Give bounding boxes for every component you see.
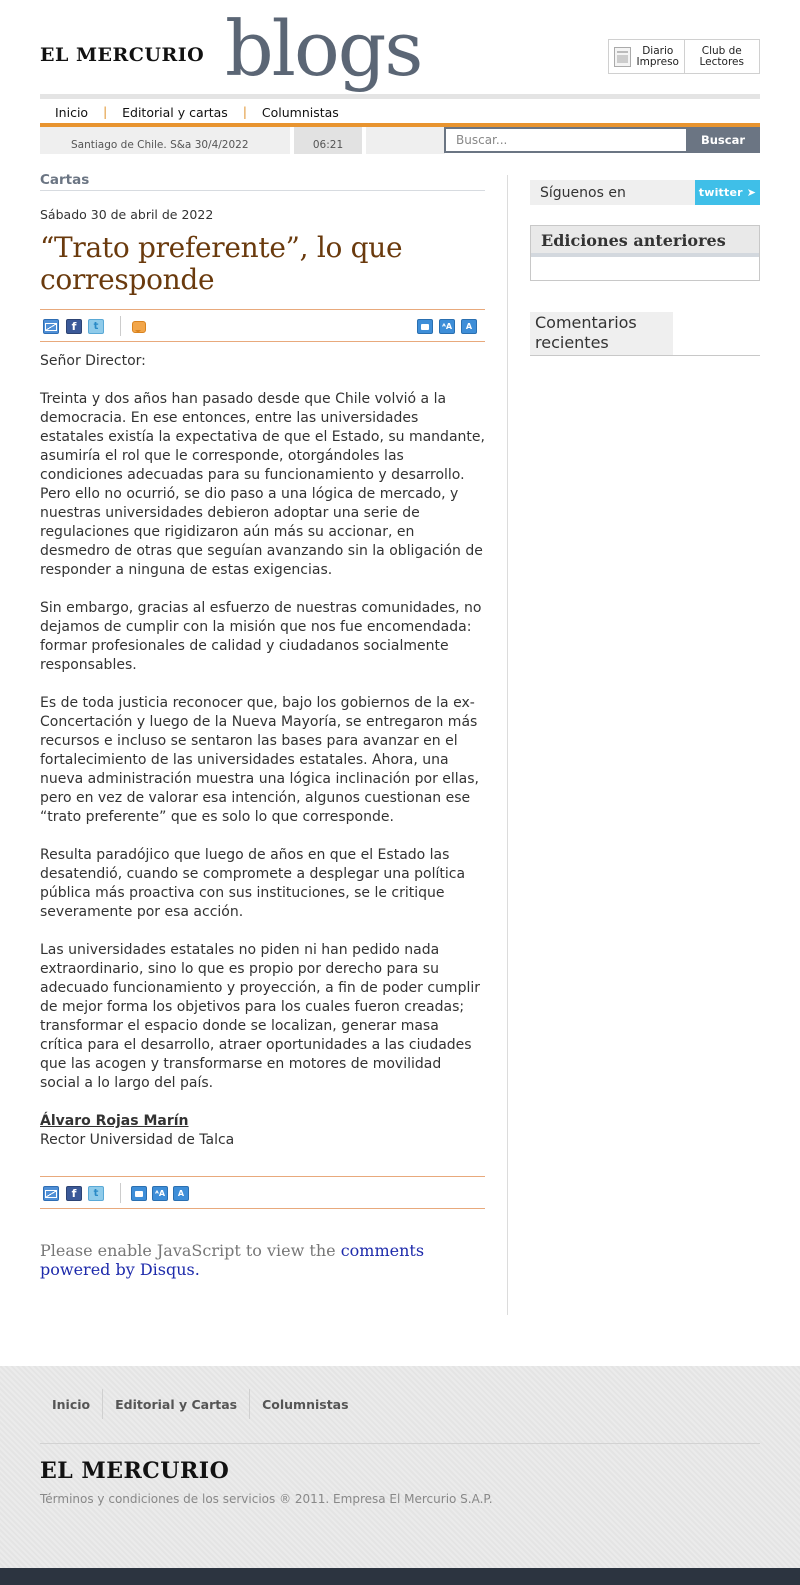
info-spacer: [366, 127, 445, 154]
bottom-bar: [0, 1568, 800, 1585]
twitter-follow-button[interactable]: [695, 180, 760, 205]
newspaper-icon: [614, 47, 631, 67]
blogs-logo[interactable]: blogs: [225, 4, 422, 93]
main-nav: [40, 101, 760, 123]
article-date: Sábado 30 de abril de 2022: [40, 207, 214, 222]
article-paragraph: Señor Director:: [40, 353, 146, 369]
twitter-bird-icon: ➤: [746, 186, 757, 199]
el-mercurio-logo[interactable]: EL MERCURIO: [40, 44, 205, 66]
section-label[interactable]: Cartas: [40, 172, 485, 191]
search-input[interactable]: [444, 127, 686, 153]
article-column: [40, 172, 485, 1279]
info-bar: [40, 127, 760, 154]
club-lectores-line2: Lectores: [699, 55, 744, 68]
diario-impreso-line2: Impreso: [636, 55, 679, 68]
nav-item-inicio[interactable]: Inicio: [55, 104, 89, 120]
font-increase-icon[interactable]: ᴬA: [152, 1186, 168, 1201]
article-paragraph: Treinta y dos años han pasado desde que Chile volvió a la democracia. En ese entonces, entre las universidades estatales existía la expectativa de que el Estado, su mandante, asumiría el rol que le corresponde, otorgándoles las condiciones adecuadas para su funcionamiento y desarrollo. Pero ello no ocurrió, se dio paso a una lógica de mercado, y nuestras universidades debieron adoptar una serie de regulaciones que rigidizaron aún más su accionar, en desmedro de otras que seguían avanzando sin la obligación de responder a ninguna de estas exigencias.: [40, 391, 485, 578]
footer-nav-inicio[interactable]: Inicio: [52, 1396, 91, 1412]
site-footer: [0, 1366, 800, 1568]
facebook-icon[interactable]: f: [66, 1186, 82, 1201]
diario-impreso-link[interactable]: [609, 40, 684, 73]
font-decrease-icon[interactable]: A: [461, 319, 477, 334]
footer-terms: Términos y condiciones de los servicios ® 2011. Empresa El Mercurio S.A.P.: [40, 1492, 493, 1506]
footer-nav-editorial[interactable]: Editorial y Cartas: [115, 1396, 238, 1412]
site-header: [40, 0, 760, 100]
article-title: “Trato preferente”, lo que corresponde: [40, 231, 403, 296]
signature: [40, 1112, 485, 1150]
font-decrease-icon[interactable]: A: [173, 1186, 189, 1201]
footer-nav: [40, 1389, 361, 1419]
disqus-notice: [40, 1241, 485, 1279]
location-date: Santiago de Chile. S&a 30/4/2022: [40, 127, 290, 154]
nav-item-editorial[interactable]: Editorial y cartas: [122, 104, 228, 120]
author-title: Rector Universidad de Talca: [40, 1132, 235, 1148]
disqus-prefix: Please enable JavaScript to view the: [40, 1241, 341, 1260]
facebook-icon[interactable]: f: [66, 319, 82, 334]
mail-icon[interactable]: [43, 1186, 59, 1201]
article-paragraph: Las universidades estatales no piden ni han pedido nada extraordinario, sino lo que es propio por derecho para su adecuado funcionamiento y proyección, a fin de poder cumplir de mejor forma los objetivos para los cuales fueron creadas; transformar el espacio donde se localizan, generar masa crítica para el desarrollo, atraer oportunidades a las ciudades que las acogen y transformarse en motores de movilidad social a lo largo del país.: [40, 942, 480, 1091]
nav-separator: |: [103, 105, 108, 119]
current-time: 06:21: [294, 127, 362, 154]
club-de-lectores-link[interactable]: [684, 40, 760, 73]
search-form: [444, 127, 760, 154]
footer-logo[interactable]: EL MERCURIO: [40, 1458, 230, 1484]
share-separator: [120, 316, 121, 336]
club-lectores-line1: Club de: [701, 44, 742, 57]
twitter-icon[interactable]: t: [88, 1186, 104, 1201]
twitter-follow-label: twitter: [698, 186, 743, 199]
share-separator: [120, 1183, 121, 1203]
previous-editions-box: [530, 225, 760, 281]
article-paragraph: Resulta paradójico que luego de años en que el Estado las desatendió, cuando se compromete a desplegar una política pública más proactiva con sus instituciones, se le critique severamente por esa acción.: [40, 847, 466, 920]
previous-editions-title: Ediciones anteriores: [531, 226, 759, 257]
share-bar-bottom: [40, 1176, 485, 1209]
twitter-icon[interactable]: t: [88, 319, 104, 334]
mail-icon[interactable]: [43, 319, 59, 334]
disqus-link[interactable]: comments powered by Disqus.: [40, 1241, 425, 1279]
footer-nav-columnistas[interactable]: Columnistas: [262, 1396, 349, 1412]
recent-comments-box: [530, 312, 760, 356]
column-divider: [507, 175, 508, 1315]
share-bar-top: [40, 309, 485, 342]
article-body: [40, 352, 485, 1093]
header-divider: [40, 94, 760, 99]
search-button[interactable]: Buscar: [686, 127, 760, 153]
sidebar: [530, 180, 760, 356]
recent-comments-title: Comentarios recientes: [530, 312, 673, 355]
diario-impreso-line1: Diario: [642, 44, 674, 57]
print-icon[interactable]: [417, 319, 433, 334]
follow-label: Síguenos en: [540, 184, 626, 201]
article-paragraph: Sin embargo, gracias al esfuerzo de nuestras comunidades, no dejamos de cumplir con la misión que nos fue encomendada: formar profesionales de calidad y ciudadanos socialmente responsables.: [40, 600, 482, 673]
comment-icon[interactable]: [132, 321, 146, 333]
print-icon[interactable]: [131, 1186, 147, 1201]
follow-box: [530, 180, 760, 205]
nav-item-columnistas[interactable]: Columnistas: [261, 104, 339, 120]
header-links: [608, 39, 760, 74]
font-increase-icon[interactable]: ᴬA: [439, 319, 455, 334]
footer-divider: [40, 1443, 760, 1444]
article-paragraph: Es de toda justicia reconocer que, bajo los gobiernos de la ex-Concertación y luego de la Nueva Mayoría, se entregaron más recursos e incluso se sentaron las bases para avanzar en el fortalecimiento de las universidades estatales. Ahora, una nueva administración muestra una lógica inclinación por ellas, pero en vez de valorar esa intención, algunos cuestionan ese “trato preferente” que es solo lo que corresponde.: [40, 695, 479, 825]
nav-separator: |: [242, 105, 247, 119]
author-name[interactable]: Álvaro Rojas Marín: [40, 1113, 189, 1129]
